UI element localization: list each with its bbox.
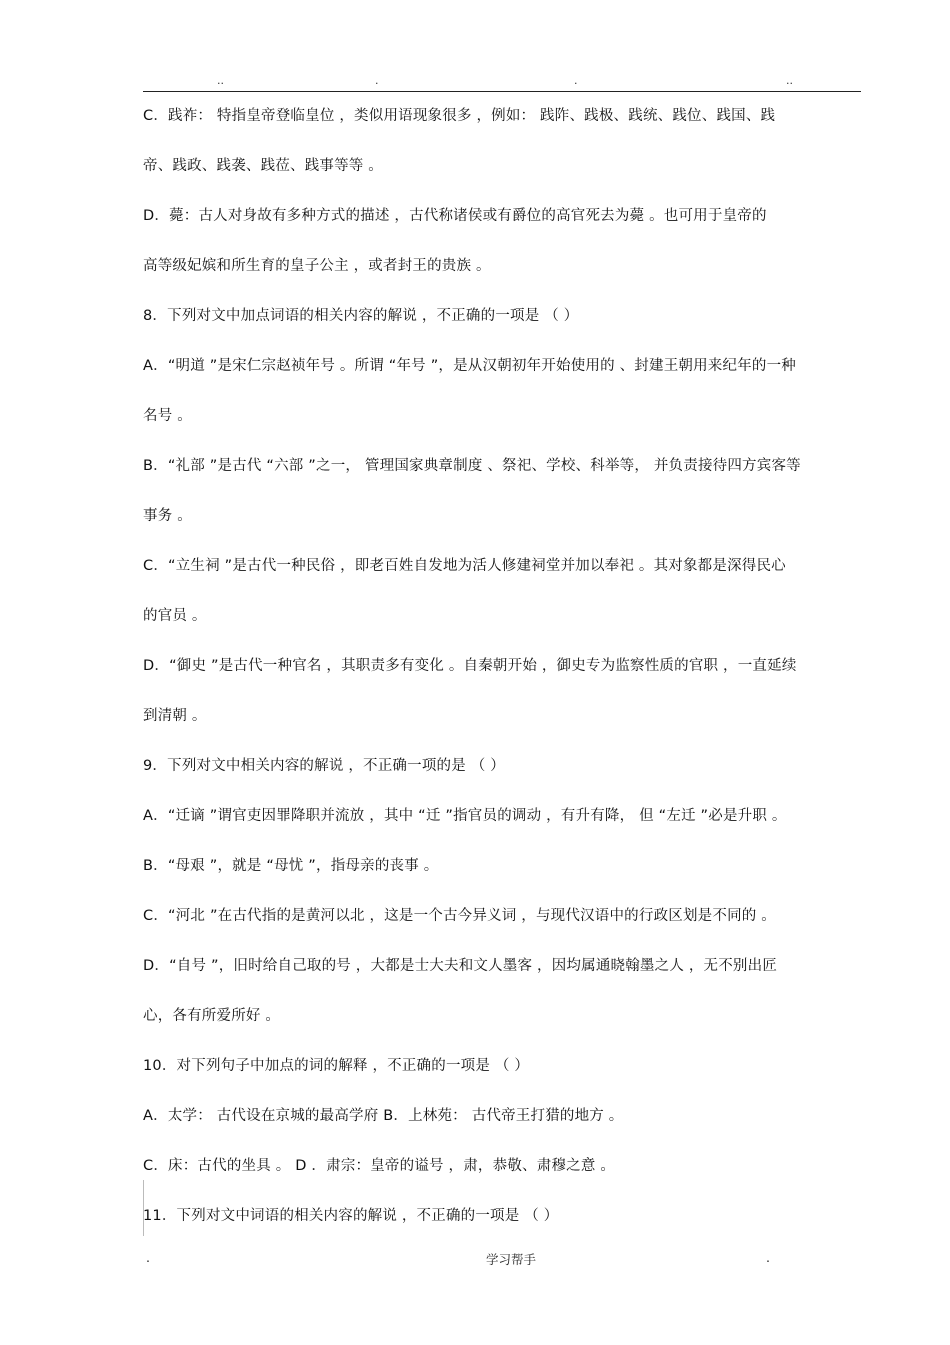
question-9: 9．下列对文中相关内容的解说 ，不正确一项的是 （ ） — [143, 758, 505, 774]
footer-title: 学习帮手 — [486, 1252, 537, 1267]
text-line: D．“御史 ”是古代一种官名 ，其职责多有变化 。自秦朝开始 ，御史专为监察性质的官职 ，一直延续 — [143, 658, 797, 674]
page-footer — [0, 1250, 950, 1270]
text-line: A．太学： 古代设在京城的最高学府 B．上林苑： 古代帝王打猎的地方 。 — [143, 1108, 624, 1124]
text-line: C．“河北 ”在古代指的是黄河以北 ，这是一个古今异义词 ，与现代汉语中的行政区划是不同的 。 — [143, 908, 776, 924]
footer-left-mark: . — [146, 1250, 150, 1265]
text-line: B．“礼部 ”是古代 “六部 ”之一， 管理国家典章制度 、祭祀、学校、科举等， 并负责接待四方宾客等 — [143, 458, 801, 474]
header-mark: . — [574, 74, 578, 87]
header-rule — [143, 91, 861, 92]
text-line: C．践祚： 特指皇帝登临皇位 ，类似用语现象很多 ，例如： 践阼、践极、践统、践位、践国、践 — [143, 108, 776, 124]
header-mark: .. — [786, 74, 793, 87]
text-line: D．薨：古人对身故有多种方式的描述 ，古代称诸侯或有爵位的高官死去为薨 。也可用于皇帝的 — [143, 208, 767, 224]
text-line: 帝、践政、践袭、践莅、践事等等 。 — [143, 158, 384, 174]
text-line: 的官员 。 — [143, 608, 207, 624]
text-line: 到清朝 。 — [143, 708, 207, 724]
text-line: 高等级妃嫔和所生育的皇子公主 ，或者封王的贵族 。 — [143, 258, 491, 274]
left-margin-rule — [143, 1180, 144, 1236]
question-8: 8．下列对文中加点词语的相关内容的解说 ，不正确的一项是 （ ） — [143, 308, 579, 324]
header-mark: .. — [217, 74, 224, 87]
text-line: D．“自号 ”，旧时给自己取的号 ，大都是士大夫和文人墨客 ，因均属通晓翰墨之人 ，无不别出匠 — [143, 958, 778, 974]
text-line: A．“明道 ”是宋仁宗赵祯年号 。所谓 “年号 ”，是从汉朝初年开始使用的 、封建王朝用来纪年的一种 — [143, 358, 797, 374]
text-line: 心，各有所爱所好 。 — [143, 1008, 281, 1024]
text-line: C．床：古代的坐具 。 D ．肃宗：皇帝的谥号 ，肃，恭敬、肃穆之意 。 — [143, 1158, 616, 1174]
question-10: 10．对下列句子中加点的词的解释 ，不正确的一项是 （ ） — [143, 1058, 530, 1074]
question-11: 11．下列对文中词语的相关内容的解说 ，不正确的一项是 （ ） — [143, 1208, 559, 1224]
text-line: B．“母艰 ”，就是 “母忧 ”，指母亲的丧事 。 — [143, 858, 439, 874]
footer-right-mark: . — [766, 1250, 770, 1265]
text-line: C．“立生祠 ”是古代一种民俗 ，即老百姓自发地为活人修建祠堂并加以奉祀 。其对象都是深得民心 — [143, 558, 786, 574]
header-mark: . — [375, 74, 379, 87]
page-header-marks — [0, 74, 950, 88]
text-line: A．“迁谪 ”谓官吏因罪降职并流放 ，其中 “迁 ”指官员的调动 ，有升有降， 但 “左迁 ”必是升职 。 — [143, 808, 787, 824]
text-line: 名号 。 — [143, 408, 192, 424]
text-line: 事务 。 — [143, 508, 192, 524]
document-body — [143, 100, 857, 1250]
